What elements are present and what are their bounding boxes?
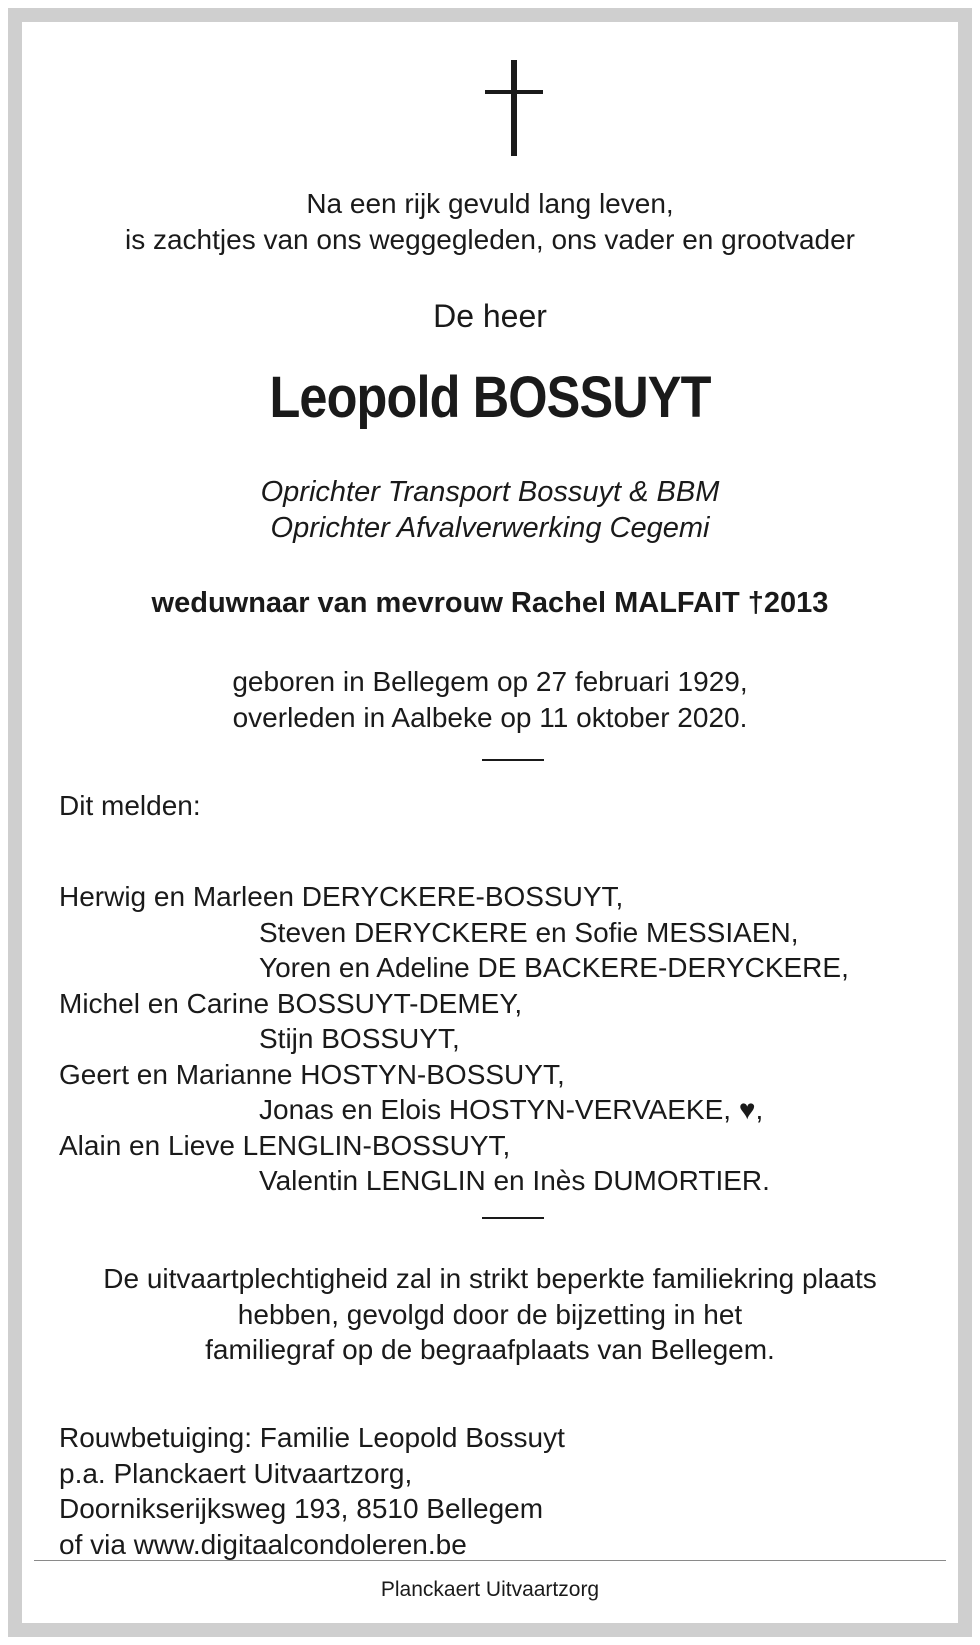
intro-text bbox=[22, 186, 958, 258]
divider bbox=[482, 759, 544, 761]
family-line: Valentin LENGLIN en Inès DUMORTIER. bbox=[259, 1165, 770, 1196]
condolence-line: p.a. Planckaert Uitvaartzorg, bbox=[59, 1457, 413, 1489]
notice-frame bbox=[8, 8, 972, 1637]
death-line: overleden in Aalbeke op 11 oktober 2020. bbox=[232, 702, 748, 733]
life-dates bbox=[22, 664, 958, 736]
ceremony-line: De uitvaartplechtigheid zal in strikt beperkte familiekring plaats bbox=[103, 1263, 877, 1294]
family-line: Stijn BOSSUYT, bbox=[259, 1023, 460, 1054]
condolence-line: Doornikserijksweg 193, 8510 Bellegem bbox=[59, 1493, 544, 1524]
funeral-home-footer: Planckaert Uitvaartzorg bbox=[380, 1578, 600, 1601]
family-line: Geert en Marianne HOSTYN-BOSSUYT, bbox=[59, 1058, 565, 1090]
occupations bbox=[22, 474, 958, 546]
divider bbox=[482, 1217, 544, 1219]
family-line: Alain en Lieve LENGLIN-BOSSUYT, bbox=[59, 1129, 511, 1161]
intro-line: Na een rijk gevuld lang leven, bbox=[306, 188, 674, 219]
occupation-line: Oprichter Afvalverwerking Cegemi bbox=[270, 512, 710, 544]
family-line: Michel en Carine BOSSUYT-DEMEY, bbox=[59, 987, 523, 1019]
widower-line: weduwnaar van mevrouw Rachel MALFAIT †2013 bbox=[151, 587, 829, 619]
death-notice-card bbox=[22, 22, 958, 1623]
family-line: Yoren en Adeline DE BACKERE-DERYCKERE, bbox=[259, 952, 849, 983]
cross-icon bbox=[485, 60, 543, 156]
condolence-info bbox=[59, 1420, 565, 1562]
birth-line: geboren in Bellegem op 27 februari 1929, bbox=[232, 666, 748, 697]
ceremony-text bbox=[22, 1261, 958, 1368]
intro-line: is zachtjes van ons weggegleden, ons vader en grootvader bbox=[124, 224, 856, 255]
family-line: Steven DERYCKERE en Sofie MESSIAEN, bbox=[259, 916, 799, 948]
announcement-label: Dit melden: bbox=[59, 790, 201, 821]
condolence-line: Rouwbetuiging: Familie Leopold Bossuyt bbox=[59, 1422, 565, 1453]
honorific: De heer bbox=[433, 298, 547, 334]
ceremony-line: familiegraf op de begraafplaats van Bellegem. bbox=[205, 1334, 775, 1365]
deceased-name: Leopold BOSSUYT bbox=[269, 365, 711, 430]
ceremony-line: hebben, gevolgd door de bijzetting in het bbox=[237, 1298, 743, 1330]
family-line: Jonas en Elois HOSTYN-VERVAEKE, ♥, bbox=[259, 1094, 764, 1125]
family-line: Herwig en Marleen DERYCKERE-BOSSUYT, bbox=[59, 881, 624, 912]
footer-divider bbox=[34, 1560, 946, 1561]
condolence-website: of via www.digitaalcondoleren.be bbox=[59, 1528, 467, 1560]
occupation-line: Oprichter Transport Bossuyt & BBM bbox=[260, 476, 720, 508]
family-list bbox=[59, 879, 849, 1199]
